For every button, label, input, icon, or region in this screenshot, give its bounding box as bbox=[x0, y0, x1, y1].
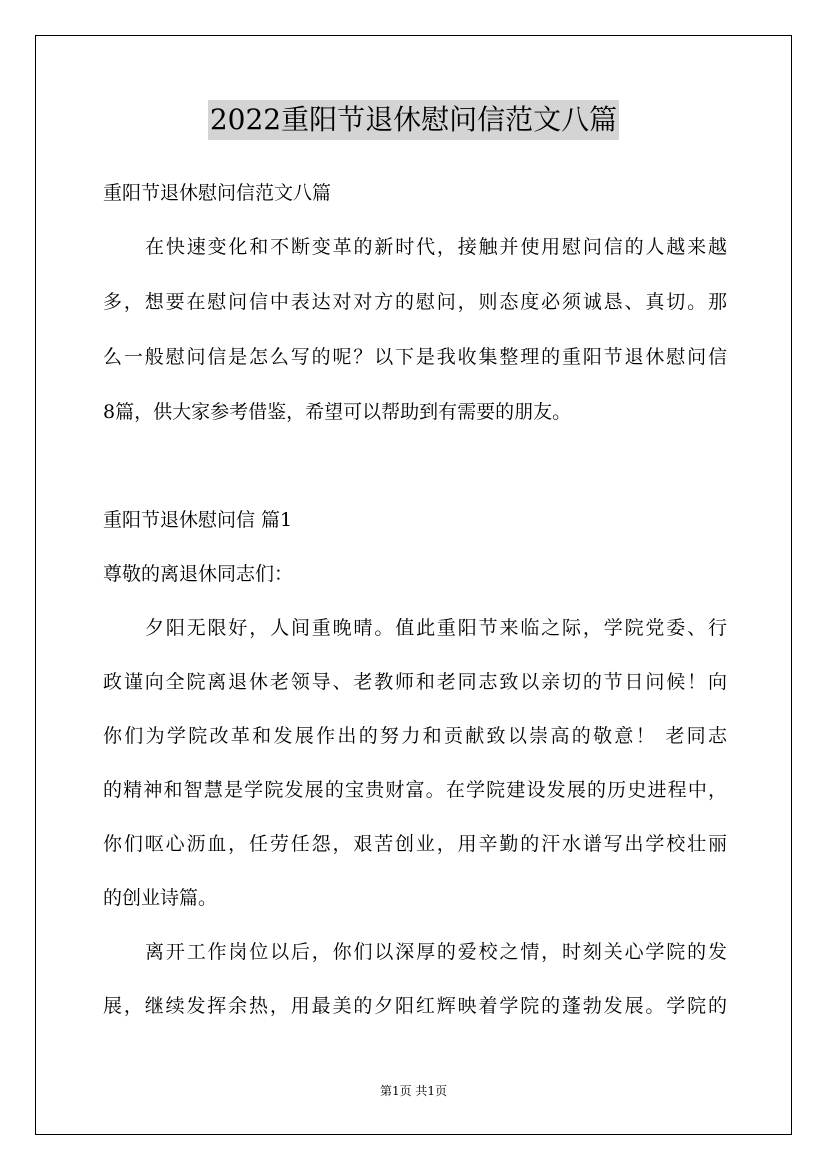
paragraph-line: 夕阳无限好，人间重晚晴。值此重阳节来临之际，学院党委、行 bbox=[145, 617, 727, 639]
intro-line: 在快速变化和不断变革的新时代，接触并使用慰问信的人越来越 bbox=[145, 236, 727, 258]
paragraph-line: 你们呕心沥血，任劳任怨，艰苦创业，用辛勤的汗水谱写出学校壮丽 bbox=[103, 833, 727, 855]
document-title: 2022重阳节退休慰问信范文八篇 bbox=[208, 100, 619, 140]
intro-line: 么一般慰问信是怎么写的呢？以下是我收集整理的重阳节退休慰问信 bbox=[103, 346, 727, 368]
page-number-footer: 第1页 共1页 bbox=[379, 1084, 448, 1098]
paragraph-line: 你们为学院改革和发展作出的努力和贡献致以崇高的敬意！ 老同志 bbox=[103, 725, 727, 747]
document-subtitle: 重阳节退休慰问信范文八篇 bbox=[103, 182, 332, 204]
intro-line: 8篇，供大家参考借鉴，希望可以帮助到有需要的朋友。 bbox=[103, 401, 572, 423]
salutation: 尊敬的离退休同志们： bbox=[103, 563, 294, 585]
paragraph-line: 的精神和智慧是学院发展的宝贵财富。在学院建设发展的历史进程中， bbox=[103, 779, 727, 801]
paragraph-line: 展，继续发挥余热，用最美的夕阳红辉映着学院的蓬勃发展。学院的 bbox=[103, 995, 727, 1017]
intro-line: 多，想要在慰问信中表达对对方的慰问，则态度必须诚恳、真切。那 bbox=[103, 291, 727, 313]
title-container bbox=[0, 100, 827, 140]
paragraph-line: 政谨向全院离退休老领导、老教师和老同志致以亲切的节日问候！向 bbox=[103, 671, 727, 693]
paragraph-line: 的创业诗篇。 bbox=[103, 887, 218, 909]
paragraph-line: 离开工作岗位以后，你们以深厚的爱校之情，时刻关心学院的发 bbox=[145, 941, 727, 963]
section-heading: 重阳节退休慰问信 篇1 bbox=[103, 509, 293, 531]
